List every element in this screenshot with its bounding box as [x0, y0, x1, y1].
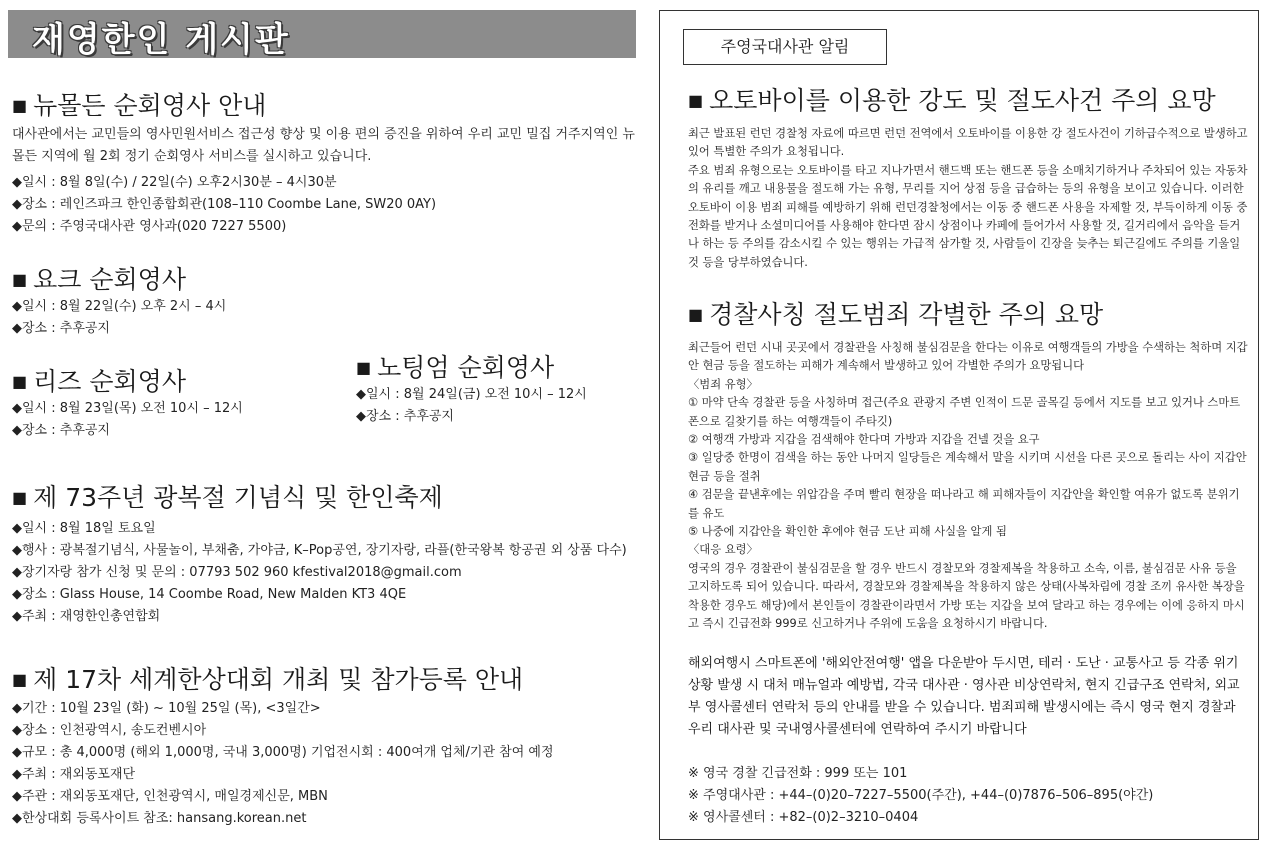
section-motorbike-crime: [688, 85, 1248, 272]
list-item: ◆행사 : 광복절기념식, 사물놀이, 부채춤, 가야금, K–Pop공연, 장기자랑, 라플(한국왕복 항공권 외 상품 다수): [12, 543, 627, 558]
list-item: ◆주관 : 재외동포재단, 인천광역시, 매일경제신문, MBN: [12, 789, 328, 804]
square-bullet-icon: ■: [356, 358, 372, 377]
section-hansang: [12, 664, 554, 830]
list-item: ◆장소 : 추후공지: [12, 321, 110, 336]
list-item: ◆일시 : 8월 24일(금) 오전 10시 – 12시: [356, 387, 587, 402]
section-intro: 대사관에서는 교민들의 영사민원서비스 접근성 향상 및 이용 편의 증진을 위하여 우리 교민 밀집 거주지역인 뉴몰든 지역에 월 2회 정기 순회영사 서비스를 실시하고 있습니다.: [12, 127, 635, 164]
list-item: ◆장소 : 인천광역시, 송도컨벤시아: [12, 723, 207, 738]
square-bullet-icon: ■: [12, 96, 28, 115]
subheading: 〈범죄 유형〉: [688, 377, 758, 391]
list-item: ◆장소 : Glass House, 14 Coombe Road, New Malden KT3 4QE: [12, 587, 407, 602]
contact-line: ※ 영국 경찰 긴급전화 : 999 또는 101: [688, 766, 908, 781]
embassy-badge: 주영국대사관 알림: [683, 29, 887, 65]
section-newmalden: [12, 90, 636, 238]
square-bullet-icon: ■: [12, 670, 28, 689]
list-item: ◆일시 : 8월 23일(목) 오전 10시 – 12시: [12, 401, 243, 416]
contact-line: ※ 주영대사관 : +44–(0)20–7227–5500(주간), +44–(0)7876–506–895(야간): [688, 788, 1154, 803]
section-police-impersonation: [688, 299, 1248, 634]
section-york: [12, 264, 226, 340]
square-bullet-icon: ■: [12, 488, 28, 507]
section-title: ■ 노팅엄 순회영사: [356, 353, 555, 382]
list-item: ◆규모 : 총 4,000명 (해외 1,000명, 국내 3,000명) 기업전시회 : 400여개 업체/기관 참여 예정: [12, 745, 554, 760]
left-column: [8, 10, 636, 850]
safety-app-notice: 해외여행시 스마트폰에 '해외안전여행' 앱을 다운받아 두시면, 테러 · 도난 · 교통사고 등 각종 위기상황 발생 시 대처 매뉴얼과 예방법, 각국 대사관 · 영사관 비상연락처, 현지 긴급구조 연락처, 외교부 영사콜센터 연락처 등의 안내를 받을 수 있습니다. 범죄피해 발생시에는 즉시 영국 현지 경찰과 우리 대사관 및 국내영사콜센터에 연락하여 주시기 바랍니다: [688, 656, 1240, 737]
list-item: ◆한상대회 등록사이트 참조: hansang.korean.net: [12, 811, 307, 826]
list-item: ◆일시 : 8월 22일(수) 오후 2시 – 4시: [12, 299, 227, 314]
list-item: ◆장소 : 추후공지: [12, 423, 110, 438]
masthead-title: 재영한인 게시판: [32, 20, 290, 60]
section-title: ■ 경찰사칭 절도범죄 각별한 주의 요망: [688, 300, 1104, 329]
subheading: 〈대응 요령〉: [688, 543, 758, 557]
list-item: ◆일시 : 8월 8일(수) / 22일(수) 오후2시30분 – 4시30분: [12, 175, 337, 190]
section-title: ■ 오토바이를 이용한 강도 및 절도사건 주의 요망: [688, 86, 1216, 115]
section-liberation-day: [12, 482, 627, 628]
list-item: ◆문의 : 주영국대사관 영사과(020 7227 5500): [12, 219, 287, 234]
masthead-banner: [8, 10, 636, 58]
emergency-contacts: [688, 763, 1153, 829]
section-title: ■ 제 17차 세계한상대회 개최 및 참가등록 안내: [12, 665, 524, 694]
section-title: ■ 리즈 순회영사: [12, 367, 186, 396]
list-item: ◆장소 : 레인즈파크 한인종합회관(108–110 Coombe Lane, SW20 0AY): [12, 197, 437, 212]
list-item: ④ 검문을 끝낸후에는 위압감을 주며 빨리 현장을 떠나라고 해 피해자들이 지갑안을 확인할 여유가 없도록 분위기를 유도: [688, 488, 1240, 520]
list-item: ◆주최 : 재외동포재단: [12, 767, 136, 782]
list-item: ② 여행객 가방과 지갑을 검색해야 한다며 가방과 지갑을 건넬 것을 요구: [688, 433, 1040, 447]
list-item: ◆장기자랑 참가 신청 및 문의 : 07793 502 960 kfestival2018@gmail.com: [12, 565, 462, 580]
paragraph: 영국의 경우 경찰관이 불심검문을 할 경우 반드시 경찰모와 경찰제복을 착용하고 소속, 이름, 불심검문 사유 등을 고지하도록 되어 있습니다. 따라서, 경찰모와 경찰제복을 착용하지 않은 상태(사복차림에 경찰 조끼 유사한 복장을 착용한 경우도 해당)에서 본인들이 경찰관이라면서 가방 또는 지갑을 보여 달라고 하는 경우에는 이에 응하지 마시고 즉시 긴급전화 999로 신고하거나 주위에 도움을 요청하시기 바랍니다.: [688, 561, 1245, 631]
section-leeds: [12, 366, 243, 442]
list-item: ⑤ 나중에 지갑안을 확인한 후에야 현금 도난 피해 사실을 알게 됨: [688, 525, 1007, 539]
list-item: ③ 일당중 한명이 검색을 하는 동안 나머지 일당들은 계속해서 말을 시키며 시선을 다른 곳으로 돌리는 사이 지갑안 현금 등을 절취: [688, 451, 1247, 483]
paragraph: 주요 범죄 유형으로는 오토바이를 타고 지나가면서 핸드백 또는 핸드폰 등을 소매치기하거나 주차되어 있는 자동차의 유리를 깨고 내용물을 절도해 가는 유형, 무리를 지어 상점 등을 급습하는 등의 유형을 보이고 있습니다. 이러한 오토바이 이용 범죄 피해를 예방하기 위해 런던경찰청에서는 이동 중 핸드폰 사용을 자제할 것, 부득이하게 이동 중 전화를 받거나 소셜미디어를 사용해야 한다면 잠시 상점이나 카페에 들어가서 사용할 것, 길거리에서 음악을 듣거나 하는 등 주의를 감소시킬 수 있는 행위는 가급적 삼가할 것, 사람들이 긴장을 늦추는 퇴근길에도 주의를 기울일 것 등을 당부하였습니다.: [688, 163, 1248, 269]
contact-line: ※ 영사콜센터 : +82–(0)2–3210–0404: [688, 810, 919, 825]
section-title: ■ 제 73주년 광복절 기념식 및 한인축제: [12, 483, 443, 512]
section-title: ■ 요크 순회영사: [12, 265, 186, 294]
list-item: ◆주최 : 재영한인총연합회: [12, 609, 161, 624]
section-title: ■ 뉴몰든 순회영사 안내: [12, 91, 267, 120]
list-item: ◆기간 : 10월 23일 (화) ~ 10월 25일 (목), <3일간>: [12, 701, 321, 716]
paragraph: 최근 발표된 런던 경찰청 자료에 따르면 런던 전역에서 오토바이를 이용한 강 절도사건이 기하급수적으로 발생하고 있어 특별한 주의가 요청됩니다.: [688, 127, 1248, 159]
embassy-notice-box: [659, 10, 1259, 840]
paragraph: 최근들어 런던 시내 곳곳에서 경찰관을 사칭해 불심검문을 한다는 이유로 여행객들의 가방을 수색하는 척하며 지갑안 현금 등을 절도하는 피해가 계속해서 발생하고 있어 각별한 주의가 요망됩니다: [688, 341, 1248, 373]
list-item: ◆장소 : 추후공지: [356, 409, 454, 424]
list-item: ① 마약 단속 경찰관 등을 사칭하며 접근(주요 관광지 주변 인적이 드문 골목길 등에서 지도를 보고 있거나 스마트폰으로 길찾기를 하는 여행객들이 주타깃): [688, 396, 1241, 428]
square-bullet-icon: ■: [12, 270, 28, 289]
square-bullet-icon: ■: [688, 305, 704, 324]
section-nottingham: [356, 352, 587, 428]
square-bullet-icon: ■: [688, 91, 704, 110]
list-item: ◆일시 : 8월 18일 토요일: [12, 521, 156, 536]
square-bullet-icon: ■: [12, 372, 28, 391]
